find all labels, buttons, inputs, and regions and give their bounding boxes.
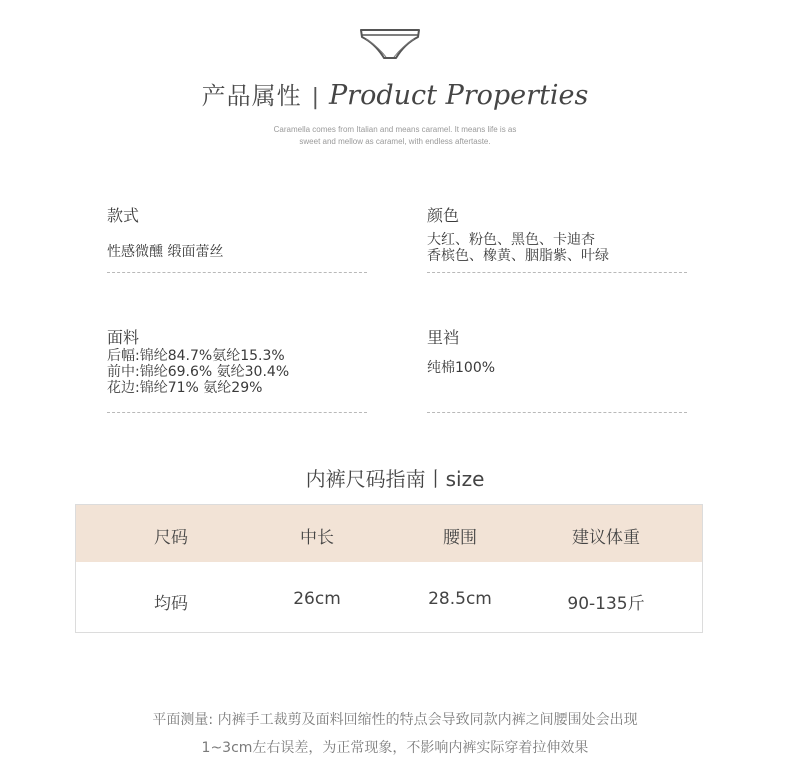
size-table xyxy=(75,504,703,633)
underwear-icon xyxy=(358,26,422,64)
property-value: 性感微醺 缎面蕾丝 xyxy=(107,244,224,260)
property-label: 款式 xyxy=(107,206,140,225)
measurement-note-line-2: 1~3cm左右误差，为正常现象，不影响内裤实际穿着拉伸效果 xyxy=(201,740,589,756)
property-value-line: 大红、粉色、黑色、卡迪杏 xyxy=(427,232,595,248)
tagline-line-2: sweet and mellow as caramel, with endless aftertaste. xyxy=(299,137,491,146)
title-separator: | xyxy=(311,85,320,110)
measurement-note-line-1: 平面测量: 内裤手工裁剪及面料回缩性的特点会导致同款内裤之间腰围处会出现 xyxy=(152,712,638,728)
table-header-cell: 尺码 xyxy=(154,528,188,548)
dashed-divider xyxy=(427,412,687,413)
title-english: Product Properties xyxy=(329,80,589,111)
table-cell: 28.5cm xyxy=(428,589,492,609)
property-value: 纯棉100% xyxy=(427,360,496,376)
table-header-cell: 中长 xyxy=(300,528,334,548)
property-crotch xyxy=(427,328,687,414)
table-cell: 26cm xyxy=(293,589,341,609)
property-label: 面料 xyxy=(107,328,140,347)
property-value-line: 前中:锦纶69.6% 氨纶30.4% xyxy=(107,364,290,380)
property-style xyxy=(107,206,367,274)
page-title xyxy=(0,76,790,111)
property-label: 里裆 xyxy=(427,328,460,347)
property-color xyxy=(427,206,687,274)
dashed-divider xyxy=(427,272,687,273)
brand-tagline xyxy=(195,124,595,148)
table-cell: 均码 xyxy=(154,594,188,614)
table-header-cell: 建议体重 xyxy=(572,528,640,548)
property-fabric xyxy=(107,328,367,414)
dashed-divider xyxy=(107,412,367,413)
size-guide-title: 内裤尺码指南丨size xyxy=(305,467,485,491)
tagline-line-1: Caramella comes from Italian and means caramel. It means life is as xyxy=(273,125,517,134)
title-chinese: 产品属性 xyxy=(201,82,302,110)
dashed-divider xyxy=(107,272,367,273)
property-value-line: 花边:锦纶71% 氨纶29% xyxy=(107,380,263,396)
table-header-cell: 腰围 xyxy=(443,528,477,548)
table-cell: 90-135斤 xyxy=(567,594,645,614)
property-value-line: 后幅:锦纶84.7%氨纶15.3% xyxy=(107,348,285,364)
property-value-line: 香槟色、橡黄、胭脂紫、叶绿 xyxy=(427,248,609,264)
property-label: 颜色 xyxy=(427,206,460,225)
